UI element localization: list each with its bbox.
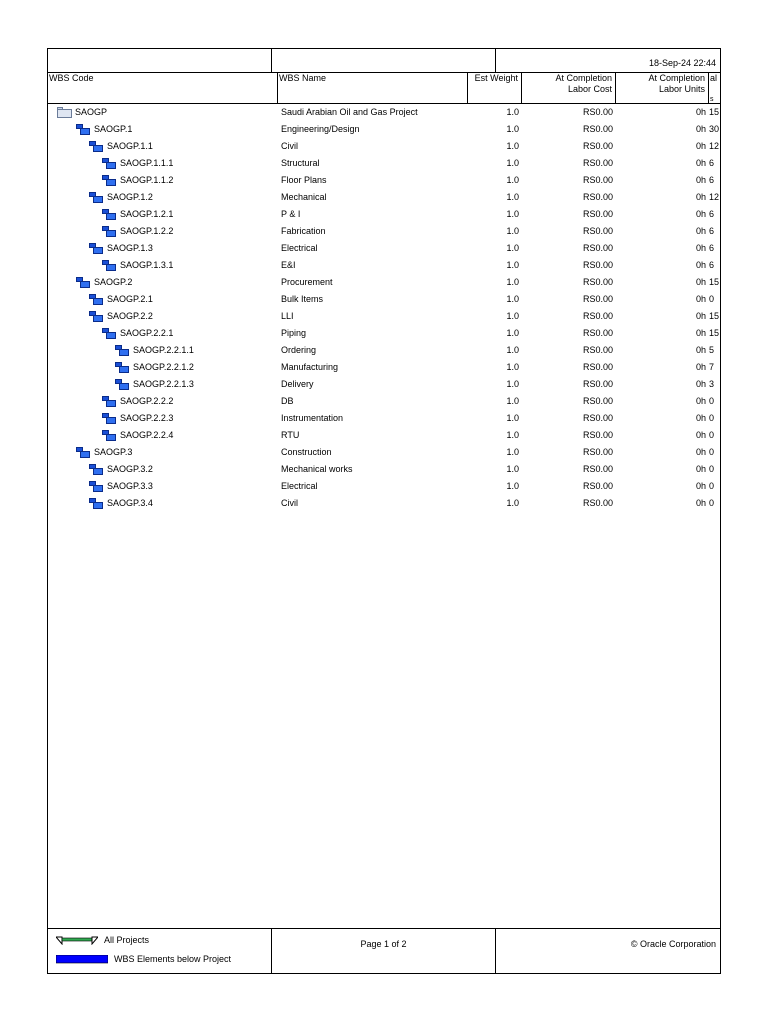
legend-box <box>48 929 272 974</box>
labor-cost: RS0.00 <box>582 464 613 474</box>
labor-cost: RS0.00 <box>582 209 613 219</box>
est-weight: 1.0 <box>506 362 519 372</box>
labor-cost: RS0.00 <box>582 192 613 202</box>
table-row[interactable] <box>48 104 720 121</box>
labor-cost: RS0.00 <box>582 158 613 168</box>
labor-units: 0h <box>695 447 706 457</box>
wbs-icon <box>89 192 103 203</box>
labor-units: 0h <box>695 379 706 389</box>
wbs-icon <box>89 243 103 254</box>
report-top-row <box>48 49 720 73</box>
wbs-code: SAOGP.3.3 <box>107 481 153 491</box>
wbs-code: SAOGP.2.2.1 <box>120 328 174 338</box>
wbs-icon <box>102 328 116 339</box>
wbs-name: Mechanical <box>281 192 327 202</box>
project-bar-icon <box>56 936 98 945</box>
wbs-name: Instrumentation <box>281 413 344 423</box>
labor-cost: RS0.00 <box>582 243 613 253</box>
truncated-value: 12 <box>709 192 719 202</box>
wbs-name: Fabrication <box>281 226 326 236</box>
labor-units: 0h <box>695 209 706 219</box>
wbs-code: SAOGP.1.3.1 <box>120 260 174 270</box>
truncated-value: 6 <box>709 158 715 168</box>
labor-cost: RS0.00 <box>582 498 613 508</box>
table-row[interactable] <box>48 342 720 359</box>
wbs-icon <box>102 396 116 407</box>
table-row[interactable] <box>48 223 720 240</box>
wbs-code: SAOGP <box>75 107 108 117</box>
labor-units: 0h <box>695 413 706 423</box>
truncated-value: 7 <box>709 362 715 372</box>
table-row[interactable] <box>48 410 720 427</box>
wbs-code: SAOGP.3.2 <box>107 464 153 474</box>
wbs-code: SAOGP.1.1.1 <box>120 158 174 168</box>
labor-units: 0h <box>695 345 706 355</box>
wbs-code: SAOGP.1.1 <box>107 141 153 151</box>
legend-label-all-projects: All Projects <box>104 935 150 945</box>
wbs-code: SAOGP.1.2 <box>107 192 153 202</box>
wbs-code: SAOGP.1.1.2 <box>120 175 174 185</box>
labor-cost: RS0.00 <box>582 413 613 423</box>
wbs-icon <box>89 294 103 305</box>
wbs-name: Mechanical works <box>281 464 353 474</box>
est-weight: 1.0 <box>506 260 519 270</box>
truncated-value: 0 <box>709 498 715 508</box>
wbs-icon <box>89 481 103 492</box>
truncated-value: 6 <box>709 209 715 219</box>
wbs-icon <box>76 277 90 288</box>
labor-cost: RS0.00 <box>582 345 613 355</box>
wbs-code: SAOGP.2.1 <box>107 294 153 304</box>
wbs-code: SAOGP.2.2.2 <box>120 396 174 406</box>
truncated-value: 15 <box>709 107 719 117</box>
est-weight: 1.0 <box>506 243 519 253</box>
wbs-code: SAOGP.2 <box>94 277 133 287</box>
truncated-value: 5 <box>709 345 715 355</box>
wbs-name: Floor Plans <box>281 175 327 185</box>
truncated-value: 6 <box>709 175 715 185</box>
header-truncated-line1: al <box>710 73 718 83</box>
header-wbs-code[interactable]: WBS Code <box>48 72 278 103</box>
header-est-weight[interactable]: Est Weight <box>468 72 522 103</box>
wbs-icon <box>102 175 116 186</box>
labor-cost: RS0.00 <box>582 379 613 389</box>
truncated-value: 12 <box>709 141 719 151</box>
wbs-icon <box>102 158 116 169</box>
header-labor-cost[interactable] <box>522 72 616 103</box>
wbs-name: P & I <box>281 209 301 219</box>
truncated-value: 6 <box>709 243 715 253</box>
est-weight: 1.0 <box>506 226 519 236</box>
table-row[interactable] <box>48 291 720 308</box>
report-footer <box>48 928 720 974</box>
wbs-code: SAOGP.2.2 <box>107 311 153 321</box>
truncated-value: 0 <box>709 447 715 457</box>
table-row[interactable] <box>48 393 720 410</box>
table-row[interactable] <box>48 325 720 342</box>
wbs-name: E&I <box>281 260 296 270</box>
est-weight: 1.0 <box>506 345 519 355</box>
labor-units: 0h <box>695 158 706 168</box>
est-weight: 1.0 <box>506 311 519 321</box>
est-weight: 1.0 <box>506 277 519 287</box>
table-row[interactable] <box>48 308 720 325</box>
labor-units: 0h <box>695 175 706 185</box>
wbs-name: DB <box>281 396 294 406</box>
wbs-code: SAOGP.2.2.3 <box>120 413 174 423</box>
truncated-value: 6 <box>709 260 715 270</box>
est-weight: 1.0 <box>506 158 519 168</box>
wbs-name: Civil <box>281 141 298 151</box>
wbs-code: SAOGP.3.4 <box>107 498 153 508</box>
labor-cost: RS0.00 <box>582 430 613 440</box>
est-weight: 1.0 <box>506 464 519 474</box>
wbs-icon <box>102 430 116 441</box>
wbs-icon <box>102 413 116 424</box>
est-weight: 1.0 <box>506 209 519 219</box>
labor-cost: RS0.00 <box>582 362 613 372</box>
header-labor-units-line2: Labor Units <box>658 84 705 94</box>
est-weight: 1.0 <box>506 396 519 406</box>
wbs-icon <box>115 362 129 373</box>
est-weight: 1.0 <box>506 124 519 134</box>
wbs-bar-icon <box>56 955 108 964</box>
wbs-name: Bulk Items <box>281 294 324 304</box>
labor-units: 0h <box>695 481 706 491</box>
truncated-value: 3 <box>709 379 715 389</box>
wbs-icon <box>115 379 129 390</box>
labor-cost: RS0.00 <box>582 141 613 151</box>
labor-cost: RS0.00 <box>582 175 613 185</box>
wbs-code: SAOGP.2.2.1.2 <box>133 362 194 372</box>
header-wbs-name[interactable]: WBS Name <box>278 72 468 103</box>
est-weight: 1.0 <box>506 430 519 440</box>
wbs-code: SAOGP.2.2.1.1 <box>133 345 194 355</box>
header-labor-cost-line1: At Completion <box>555 73 612 83</box>
wbs-name: Civil <box>281 498 298 508</box>
legend-item-all-projects <box>56 934 266 946</box>
labor-units: 0h <box>695 260 706 270</box>
est-weight: 1.0 <box>506 481 519 491</box>
table-row[interactable] <box>48 172 720 189</box>
est-weight: 1.0 <box>506 379 519 389</box>
wbs-name: Construction <box>281 447 332 457</box>
est-weight: 1.0 <box>506 294 519 304</box>
table-row[interactable] <box>48 189 720 206</box>
header-labor-units[interactable] <box>616 72 709 103</box>
top-cell-2 <box>272 49 496 72</box>
wbs-icon <box>89 311 103 322</box>
wbs-name: Ordering <box>281 345 317 355</box>
est-weight: 1.0 <box>506 107 519 117</box>
truncated-value: 0 <box>709 396 715 406</box>
truncated-value: 15 <box>709 328 719 338</box>
truncated-value: 0 <box>709 430 715 440</box>
wbs-name: Delivery <box>281 379 314 389</box>
wbs-code: SAOGP.1 <box>94 124 133 134</box>
wbs-icon <box>102 260 116 271</box>
labor-cost: RS0.00 <box>582 260 613 270</box>
labor-units: 0h <box>695 294 706 304</box>
wbs-table-body <box>48 104 720 512</box>
labor-cost: RS0.00 <box>582 396 613 406</box>
est-weight: 1.0 <box>506 498 519 508</box>
wbs-name: Piping <box>281 328 307 338</box>
report-timestamp: 18-Sep-24 22:44 <box>648 58 716 68</box>
labor-cost: RS0.00 <box>582 226 613 236</box>
wbs-name: Electrical <box>281 243 318 253</box>
copyright-text: © Oracle Corporation <box>630 939 716 949</box>
truncated-value: 30 <box>709 124 719 134</box>
wbs-code: SAOGP.1.3 <box>107 243 153 253</box>
wbs-icon <box>115 345 129 356</box>
labor-cost: RS0.00 <box>582 277 613 287</box>
table-row[interactable] <box>48 240 720 257</box>
truncated-value: 15 <box>709 311 719 321</box>
table-row[interactable] <box>48 495 720 512</box>
folder-icon <box>57 107 72 118</box>
top-cell-3 <box>496 49 720 72</box>
wbs-name: LLI <box>281 311 294 321</box>
wbs-name: Electrical <box>281 481 318 491</box>
labor-cost: RS0.00 <box>582 481 613 491</box>
wbs-name: Saudi Arabian Oil and Gas Project <box>281 107 418 117</box>
labor-units: 0h <box>695 107 706 117</box>
table-row[interactable] <box>48 478 720 495</box>
legend-item-wbs-elements <box>56 953 266 965</box>
header-truncated-line2: s <box>710 96 714 103</box>
wbs-icon <box>102 226 116 237</box>
header-labor-units-line1: At Completion <box>648 73 705 83</box>
truncated-value: 15 <box>709 277 719 287</box>
labor-cost: RS0.00 <box>582 447 613 457</box>
truncated-value: 0 <box>709 413 715 423</box>
table-row[interactable] <box>48 376 720 393</box>
labor-units: 0h <box>695 430 706 440</box>
wbs-icon <box>102 209 116 220</box>
labor-units: 0h <box>695 362 706 372</box>
labor-units: 0h <box>695 226 706 236</box>
wbs-name: Procurement <box>281 277 333 287</box>
table-row[interactable] <box>48 461 720 478</box>
table-row[interactable] <box>48 444 720 461</box>
wbs-code: SAOGP.2.2.1.3 <box>133 379 194 389</box>
wbs-icon <box>89 498 103 509</box>
header-truncated-column[interactable] <box>709 72 720 103</box>
wbs-name: Manufacturing <box>281 362 339 372</box>
wbs-name: RTU <box>281 430 300 440</box>
table-row[interactable] <box>48 257 720 274</box>
table-row[interactable] <box>48 359 720 376</box>
truncated-value: 6 <box>709 226 715 236</box>
labor-units: 0h <box>695 141 706 151</box>
truncated-value: 0 <box>709 294 715 304</box>
est-weight: 1.0 <box>506 447 519 457</box>
wbs-icon <box>76 124 90 135</box>
labor-units: 0h <box>695 192 706 202</box>
est-weight: 1.0 <box>506 328 519 338</box>
wbs-name: Structural <box>281 158 320 168</box>
wbs-name: Engineering/Design <box>281 124 360 134</box>
labor-units: 0h <box>695 311 706 321</box>
truncated-value: 0 <box>709 464 715 474</box>
legend-label-wbs-elements: WBS Elements below Project <box>114 954 232 964</box>
header-labor-cost-line2: Labor Cost <box>567 84 612 94</box>
top-cell-1 <box>48 49 272 72</box>
report-sheet <box>47 48 721 974</box>
table-row[interactable] <box>48 138 720 155</box>
wbs-icon <box>76 447 90 458</box>
labor-units: 0h <box>695 498 706 508</box>
est-weight: 1.0 <box>506 141 519 151</box>
wbs-icon <box>89 141 103 152</box>
wbs-code: SAOGP.1.2.2 <box>120 226 174 236</box>
est-weight: 1.0 <box>506 192 519 202</box>
table-row[interactable] <box>48 121 720 138</box>
wbs-icon <box>89 464 103 475</box>
labor-units: 0h <box>695 124 706 134</box>
labor-cost: RS0.00 <box>582 294 613 304</box>
est-weight: 1.0 <box>506 175 519 185</box>
labor-units: 0h <box>695 277 706 287</box>
table-row[interactable] <box>48 155 720 172</box>
truncated-value: 0 <box>709 481 715 491</box>
est-weight: 1.0 <box>506 413 519 423</box>
table-row[interactable] <box>48 274 720 291</box>
column-header-row <box>48 72 720 104</box>
page-number: Page 1 of 2 <box>272 929 496 974</box>
labor-units: 0h <box>695 464 706 474</box>
labor-cost: RS0.00 <box>582 311 613 321</box>
labor-cost: RS0.00 <box>582 124 613 134</box>
wbs-code: SAOGP.2.2.4 <box>120 430 174 440</box>
labor-cost: RS0.00 <box>582 328 613 338</box>
wbs-code: SAOGP.3 <box>94 447 133 457</box>
labor-cost: RS0.00 <box>582 107 613 117</box>
labor-units: 0h <box>695 328 706 338</box>
table-row[interactable] <box>48 206 720 223</box>
wbs-code: SAOGP.1.2.1 <box>120 209 174 219</box>
labor-units: 0h <box>695 243 706 253</box>
labor-units: 0h <box>695 396 706 406</box>
table-row[interactable] <box>48 427 720 444</box>
